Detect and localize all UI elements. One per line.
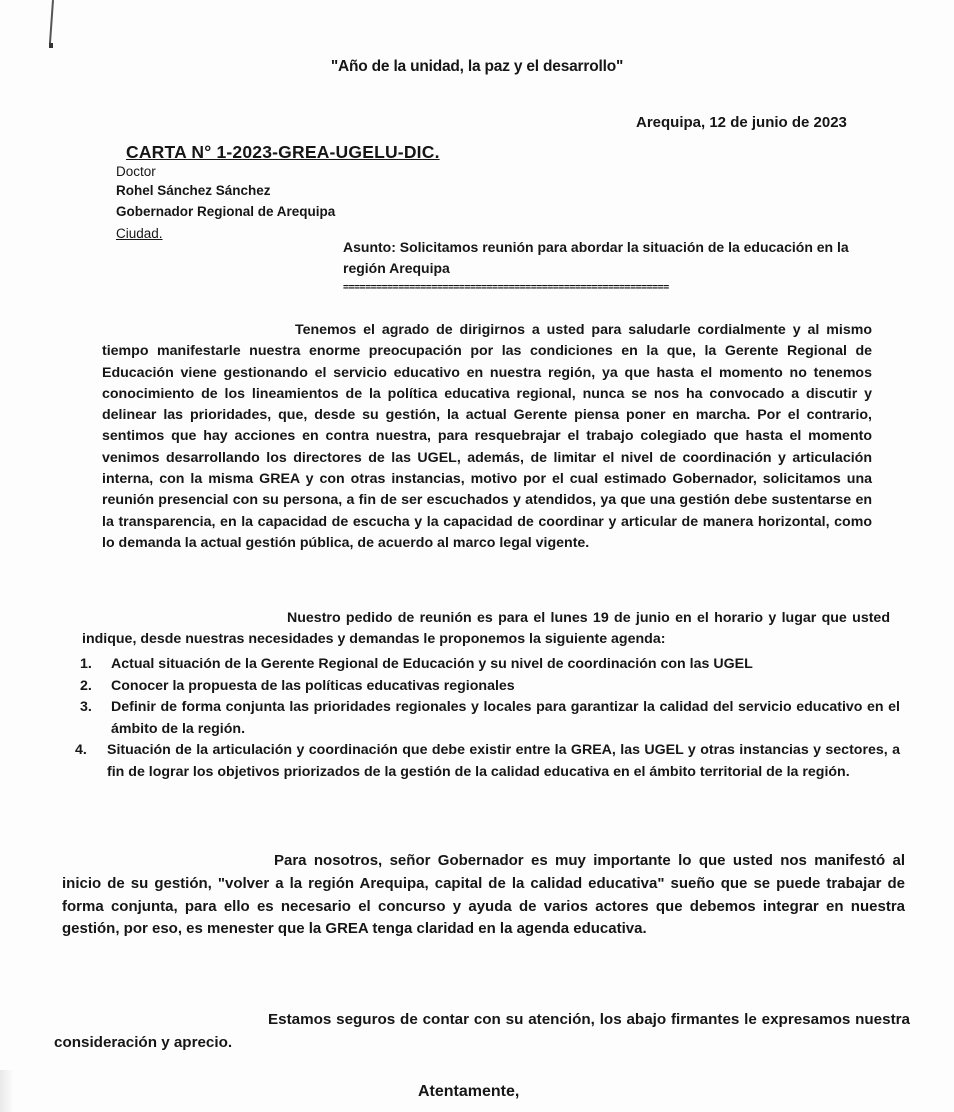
agenda-item-number: 2. (80, 677, 92, 694)
body-paragraph-2 (82, 608, 890, 651)
agenda-list (75, 654, 900, 783)
recipient-role: Gobernador Regional de Arequipa (116, 204, 336, 219)
recipient-name: Rohel Sánchez Sánchez (116, 183, 271, 198)
date-line: Arequipa, 12 de junio de 2023 (636, 114, 847, 131)
closing-salutation: Atentamente, (418, 1083, 520, 1100)
agenda-item-text: Definir de forma conjunta las prioridades regionales y locales para garantizar la calidad del servicio educativo en el ámbito de la región. (111, 699, 900, 737)
subject-line: Asunto: Solicitamos reunión para abordar la situación de la educación en la región Arequipa (343, 239, 849, 276)
scan-shadow (0, 1070, 14, 1112)
agenda-item-number: 3. (80, 699, 92, 715)
agenda-item (80, 697, 900, 740)
year-motto: "Año de la unidad, la paz y el desarrollo" (330, 58, 624, 75)
body-paragraph-1 (102, 320, 872, 554)
scan-corner-mark (49, 0, 54, 44)
body-paragraph-4-text: Estamos seguros de contar con su atención, los abajo firmantes le expresamos nuestra consideración y aprecio. (54, 1011, 910, 1051)
subject-rule: =========================================================== (343, 282, 669, 293)
recipient-title: Doctor (116, 164, 156, 179)
recipient-city: Ciudad. (116, 226, 163, 241)
agenda-item-text: Actual situación de la Gerente Regional de Educación y su nivel de coordinación con las UGEL (111, 656, 753, 672)
agenda-item (80, 676, 900, 698)
agenda-item-text: Conocer la propuesta de las políticas educativas regionales (111, 677, 515, 694)
body-paragraph-2-text: Nuestro pedido de reunión es para el lunes 19 de junio en el horario y lugar que usted indique, desde nuestras necesidades y demandas le proponemos la siguiente agenda: (82, 610, 890, 648)
letter-number: CARTA N° 1-2023-GREA-UGELU-DIC. (126, 142, 440, 162)
body-paragraph-3-text: Para nosotros, señor Gobernador es muy importante lo que usted nos manifestó al inicio de su gestión, "volver a la región Arequipa, capital de la calidad educativa" sueño que se puede trabajar de forma conjunta, para ello es necesario el concurso y ayuda de varios actores que debemos integrar en nuestra gestión, por eso, es menester que la GREA tenga claridad en la agenda educativa. (62, 852, 905, 938)
body-paragraph-3 (62, 850, 905, 941)
body-paragraph-4 (54, 1008, 910, 1054)
agenda-item (75, 740, 900, 783)
agenda-item-number: 4. (75, 742, 87, 758)
agenda-item-number: 1. (80, 656, 92, 672)
body-paragraph-1-text: Tenemos el agrado de dirigirnos a usted para saludarle cordialmente y al mismo tiempo manifestarle nuestra enorme preocupación por las condiciones en la que, la Gerente Regional de Educación viene gestionando el servicio educativo en nuestra región, ya que hasta el momento no tenemos conocimiento de los lineamientos de la política educativa regional, nunca se nos ha convocado a discutir y delinear las prioridades, que, desde su gestión, la actual Gerente piensa poner en marcha. Por el contrario, sentimos que hay acciones en contra nuestra, para resquebrajar el trabajo colegiado que hasta el momento venimos desarrollando los directores de las UGEL, además, de limitar el nivel de coordinación y articulación interna, con la misma GREA y con otras instancias, motivo por el cual estimado Gobernador, solicitamos una reunión presencial con su persona, a fin de ser escuchados y atendidos, ya que una gestión debe sustentarse en la transparencia, en la capacidad de escucha y la capacidad de coordinar y articular de manera horizontal, como lo demanda la actual gestión pública, de acuerdo al marco legal vigente. (102, 322, 872, 551)
agenda-item (80, 654, 900, 676)
agenda-item-text: Situación de la articulación y coordinación que debe existir entre la GREA, las UGEL y otras instancias y sectores, a fin de lograr los objetivos priorizados de la gestión de la calidad educativa en el ámbito territorial de la región. (107, 742, 900, 780)
scan-corner-dot (49, 43, 53, 48)
